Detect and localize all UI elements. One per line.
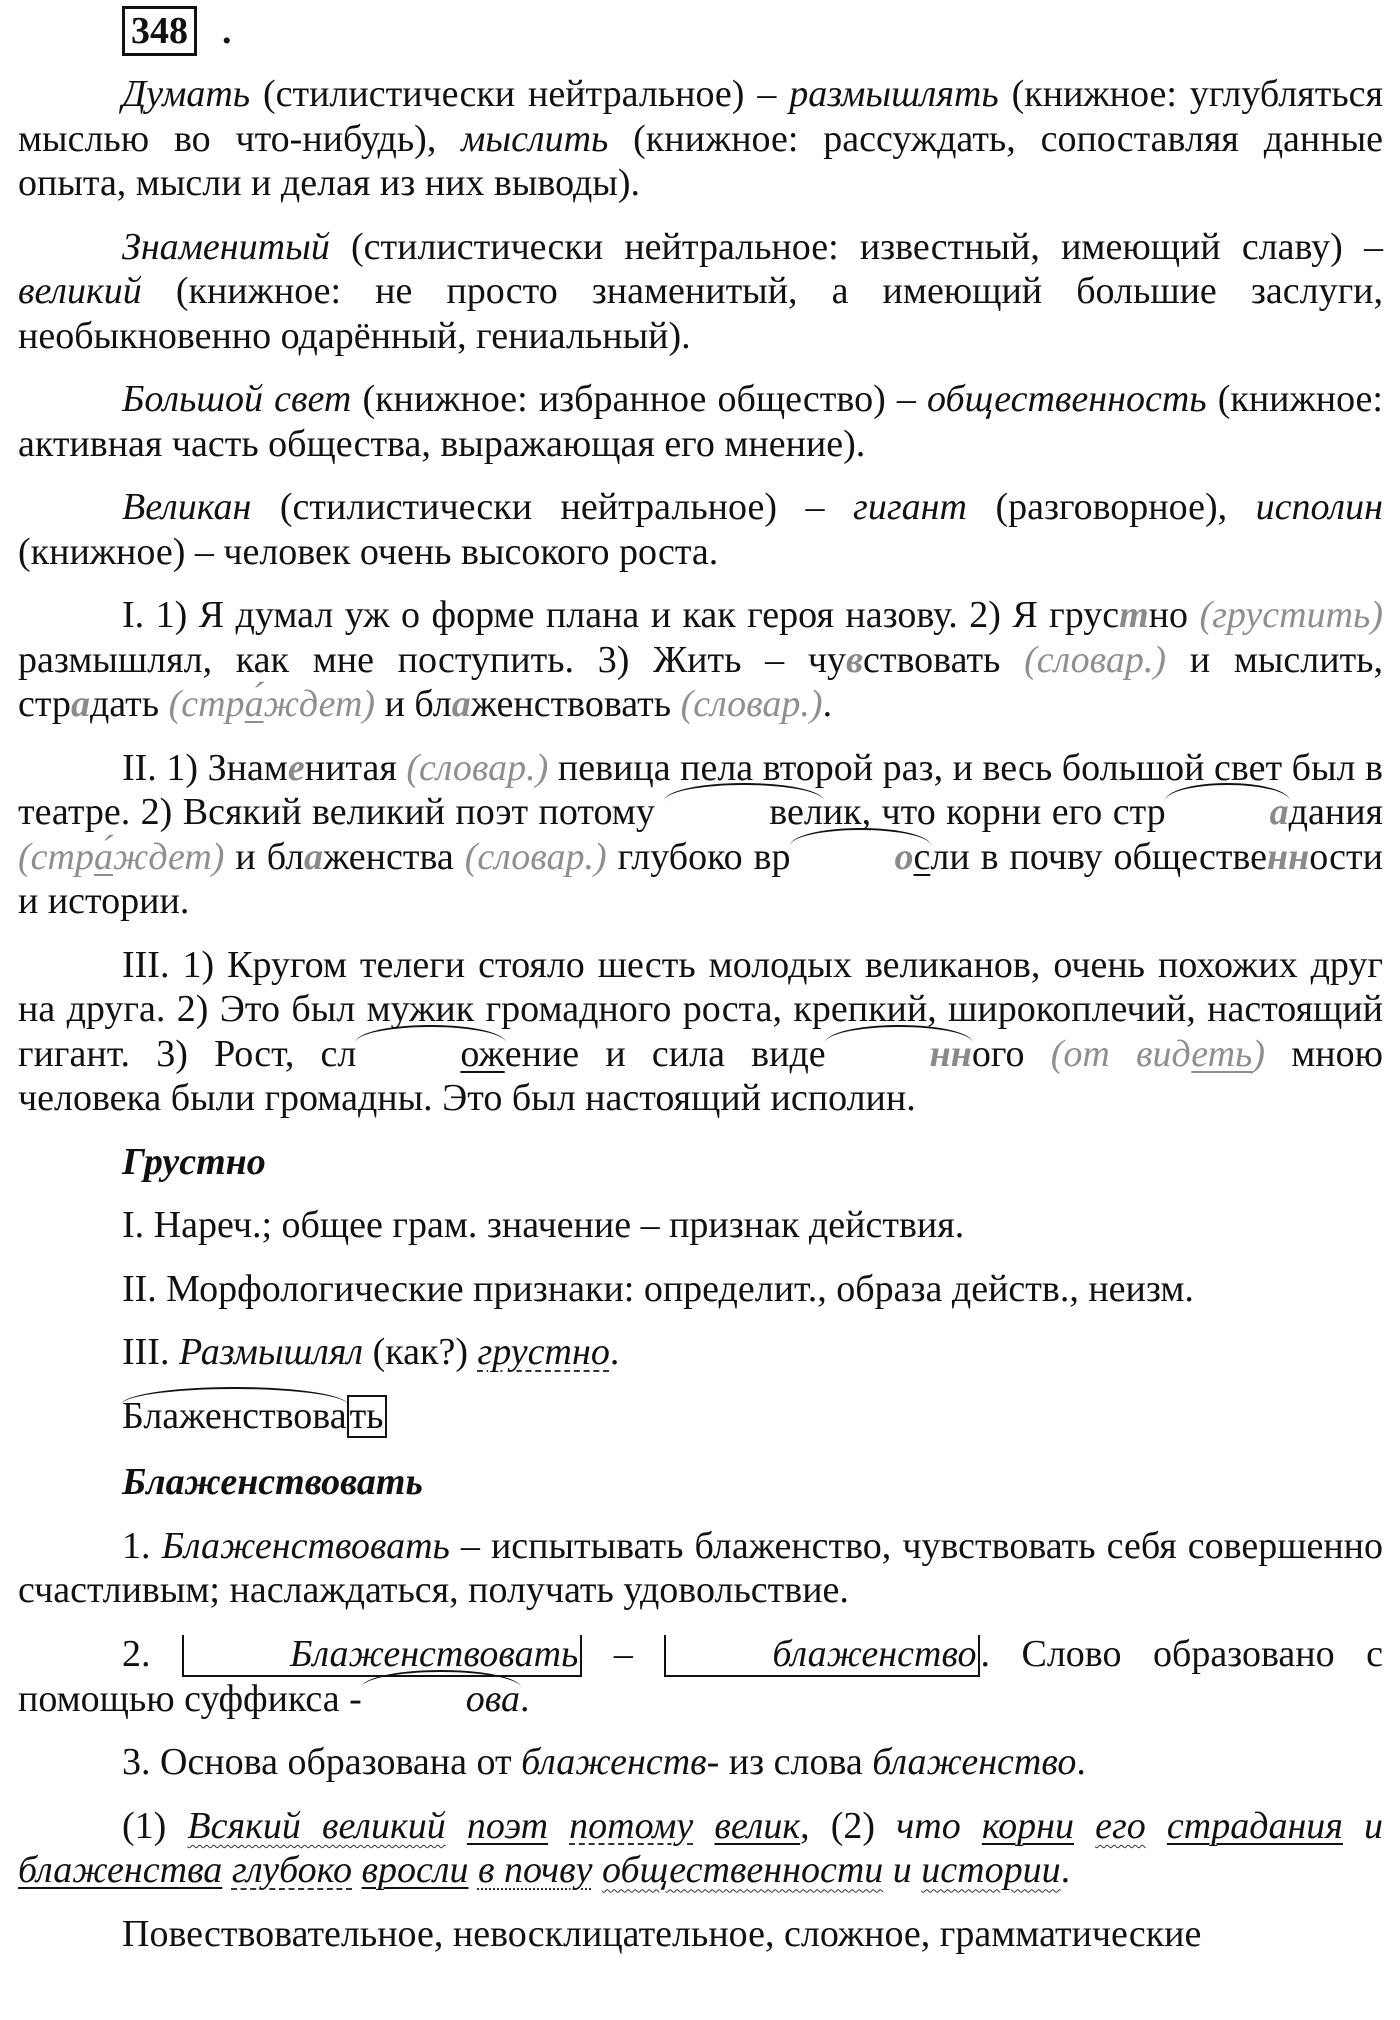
dictionary-note: (словар.)	[406, 746, 549, 789]
highlighted-letter: а	[70, 683, 90, 725]
attribute: его	[1095, 1804, 1146, 1847]
root-arc	[791, 837, 931, 879]
word: блаженств-	[521, 1741, 720, 1784]
word-razmyshlyal: Размышлял	[178, 1331, 364, 1373]
conjunction: что	[896, 1804, 961, 1847]
text: женствовать	[470, 683, 681, 725]
exercise-number-dot: .	[222, 10, 232, 52]
sentence-characteristic: Повествовательное, невосклицательное, сложное, грамматические	[122, 1912, 1202, 1955]
sentences-group-3	[18, 943, 1383, 1121]
predicate: вросли	[361, 1849, 469, 1892]
paragraph-bolshoi-svet	[18, 377, 1383, 466]
text: размышлял, как мне поступить. 3) Жить – чу	[18, 638, 846, 681]
text: (от вид	[1050, 1032, 1192, 1075]
text: ого	[971, 1032, 1051, 1075]
dictionary-note: (словар.)	[464, 835, 607, 878]
check-word: (грустить)	[1199, 594, 1383, 636]
text: ли в почву обществе	[930, 835, 1268, 878]
stressed-letter: а́	[244, 683, 264, 725]
text: 3. Основа образована от	[122, 1741, 522, 1784]
text: ение и сила виде	[504, 1032, 826, 1075]
word-velikan: Великан	[122, 486, 252, 528]
parsed-sentence	[18, 1804, 1383, 1893]
morph-line-1: I. Нареч.; общее грам. значение – признак действия.	[122, 1204, 965, 1246]
text: но	[1148, 594, 1200, 636]
word-razmyshlyat: размышлять	[789, 73, 999, 115]
attribute: общественности	[601, 1849, 884, 1892]
text: ик, что корни его стр	[822, 791, 1166, 833]
word-grustno: грустно	[477, 1331, 610, 1373]
text: .	[520, 1677, 530, 1720]
text: ждет)	[112, 835, 225, 878]
text: мною человека были громадны. Это был настоящий исполин.	[18, 1032, 1384, 1119]
word: блаженство	[872, 1741, 1077, 1784]
text	[883, 1849, 893, 1891]
dictionary-note: (словар.)	[1024, 638, 1167, 681]
text: дать	[89, 683, 169, 725]
adverbial: глубоко	[231, 1849, 353, 1892]
check-word	[1051, 1033, 1265, 1075]
text: . Слово образовано с помощью суффикса -	[18, 1632, 1384, 1720]
blazh-item-3	[18, 1740, 1383, 1785]
predicate: велик	[714, 1804, 801, 1847]
text: женства	[323, 835, 465, 878]
text: (стр	[168, 683, 245, 725]
text: и бл	[224, 835, 305, 878]
text: (книжное) – человек очень высокого роста.	[18, 530, 719, 573]
ending-box: ть	[347, 1395, 387, 1439]
answer-text	[18, 72, 1383, 1975]
text: (разговорное),	[966, 486, 1256, 528]
root-arc-letter: а	[1166, 792, 1289, 834]
text: глубоко вр	[606, 835, 791, 878]
text	[592, 1849, 602, 1891]
source-word-stem: блаженство	[664, 1635, 980, 1677]
text	[1074, 1805, 1095, 1847]
text: (книжное: активная часть общества, выражающая его мнение).	[18, 378, 1383, 465]
highlighted-letter: о	[894, 835, 914, 878]
text: .	[1060, 1849, 1071, 1892]
word-znamenityi: Знаменитый	[122, 225, 330, 268]
root-arc: вел	[665, 792, 823, 834]
text: )	[1252, 1032, 1265, 1075]
highlighted-letters: нн	[1267, 835, 1310, 878]
text	[912, 1849, 922, 1891]
text: (1)	[122, 1804, 188, 1847]
text	[352, 1849, 362, 1891]
blazh-item-1	[18, 1524, 1383, 1613]
attribute: истории	[921, 1849, 1061, 1892]
heading-blazhenstvovat: Блаженствовать	[122, 1461, 423, 1504]
text	[222, 1849, 232, 1891]
text: и бл	[375, 683, 452, 725]
adverbial: потому	[569, 1804, 694, 1847]
underlined-suffix: еть	[1191, 1032, 1253, 1075]
paragraph-dumat	[18, 72, 1383, 206]
text: , (2)	[800, 1804, 897, 1847]
blazh-item-2	[18, 1632, 1383, 1721]
underlined-letter: с	[913, 835, 931, 878]
text	[548, 1805, 569, 1847]
word-bolshoi-svet: Большой свет	[122, 378, 352, 420]
word-dumat: Думать	[122, 73, 251, 115]
sentences-group-1	[18, 593, 1383, 727]
text	[446, 1805, 467, 1847]
text: (стилистически нейтральное) –	[251, 486, 853, 528]
text: .	[1076, 1741, 1086, 1784]
attribute: Всякий великий	[187, 1804, 446, 1847]
text: ствовать	[862, 638, 1025, 681]
morph-line-3	[18, 1330, 1383, 1375]
text	[1146, 1805, 1167, 1847]
text: из слова	[719, 1741, 873, 1784]
text	[1343, 1805, 1364, 1847]
exercise-number: 348	[122, 6, 197, 56]
text: певица пела второй раз, и весь большой свет был в театре. 2) Всякий великий поэт потому	[18, 746, 1383, 833]
derived-word-stem: Блаженствовать	[182, 1635, 582, 1677]
highlighted-letter: в	[845, 638, 863, 681]
suffix-arc: ова	[362, 1679, 520, 1721]
text: III. 1) Кругом телеги стояло шесть молодых великанов, очень похожих друг на друга. 2) Это был мужик громадного роста, крепкий, широкоплечий, настоящий гигант. 3) Рост, сл	[18, 943, 1383, 1075]
text: –	[582, 1632, 665, 1675]
text: .	[609, 1331, 620, 1373]
text: .	[822, 683, 833, 725]
word-obshchestvennost: общественность	[926, 378, 1207, 420]
text: ости и истории.	[18, 835, 1383, 922]
text: (стилистически нейтральное) –	[250, 73, 790, 115]
heading-grustno: Грустно	[122, 1140, 266, 1183]
highlighted-letter: е	[287, 746, 305, 789]
conjunction: и	[1364, 1804, 1384, 1847]
text: (стилистически нейтральное: известный, имеющий славу) –	[329, 225, 1383, 268]
text	[961, 1805, 982, 1847]
text: ждет)	[263, 683, 376, 725]
text: нитая	[304, 746, 407, 789]
morph-line-2: II. Морфологические признаки: определит., образа действ., неизм.	[122, 1267, 1194, 1310]
paragraph-velikan	[18, 485, 1383, 574]
word-ispolin: исполин	[1255, 486, 1383, 528]
conjunction: и	[892, 1849, 912, 1892]
paragraph-znamenityi	[18, 225, 1383, 359]
subject: страдания	[1166, 1804, 1343, 1847]
text: дания	[1288, 791, 1384, 833]
morpheme-scheme	[18, 1394, 1383, 1439]
text: (книжное: углубляться мыслью во что-нибудь),	[18, 73, 1383, 160]
root-arc-letters: нн	[826, 1034, 972, 1076]
text: (стр	[18, 835, 94, 878]
text: и мыслить, стр	[18, 638, 1384, 725]
text: – испытывать блаженство, чувствовать себя совершенно счастливым; наслаждаться, получать удовольствие.	[18, 1524, 1384, 1612]
text: I. 1) Я думал уж о форме плана и как героя назову. 2) Я грус	[122, 594, 1120, 636]
text: (как?)	[363, 1331, 478, 1373]
word-gigant: гигант	[853, 486, 967, 528]
text	[468, 1849, 478, 1891]
text	[693, 1805, 714, 1847]
word: Блаженствовать	[161, 1524, 450, 1567]
text: 1.	[122, 1524, 162, 1567]
text: 2.	[122, 1632, 183, 1675]
stem-arc: Блаженствова	[122, 1394, 347, 1437]
check-word	[18, 836, 224, 878]
word-velikii: великий	[18, 270, 142, 312]
subject: блаженства	[18, 1849, 223, 1892]
root-arc: ож	[356, 1034, 504, 1076]
highlighted-letter: т	[1119, 594, 1149, 636]
object: в почву	[477, 1849, 593, 1892]
text: (книжное: избранное общество) –	[351, 378, 927, 420]
word-myslit: мыслить	[461, 117, 609, 160]
stressed-letter: а́	[93, 835, 113, 878]
text: II. 1) Знам	[122, 746, 288, 789]
dictionary-note: (словар.)	[680, 683, 823, 725]
sentences-group-2	[18, 746, 1383, 924]
highlighted-letter: а	[304, 835, 324, 878]
text: (книжное: не просто знаменитый, а имеющий большие заслуги, необыкновенно одарённый, гениальный).	[18, 270, 1383, 357]
subject: поэт	[466, 1804, 549, 1847]
subject: корни	[981, 1804, 1075, 1847]
highlighted-letter: а	[451, 683, 471, 725]
text: (книжное: рассуждать, сопоставляя данные опыта, мысли и делая из них выводы).	[18, 117, 1383, 204]
check-word	[169, 683, 375, 725]
text: III.	[122, 1331, 179, 1373]
